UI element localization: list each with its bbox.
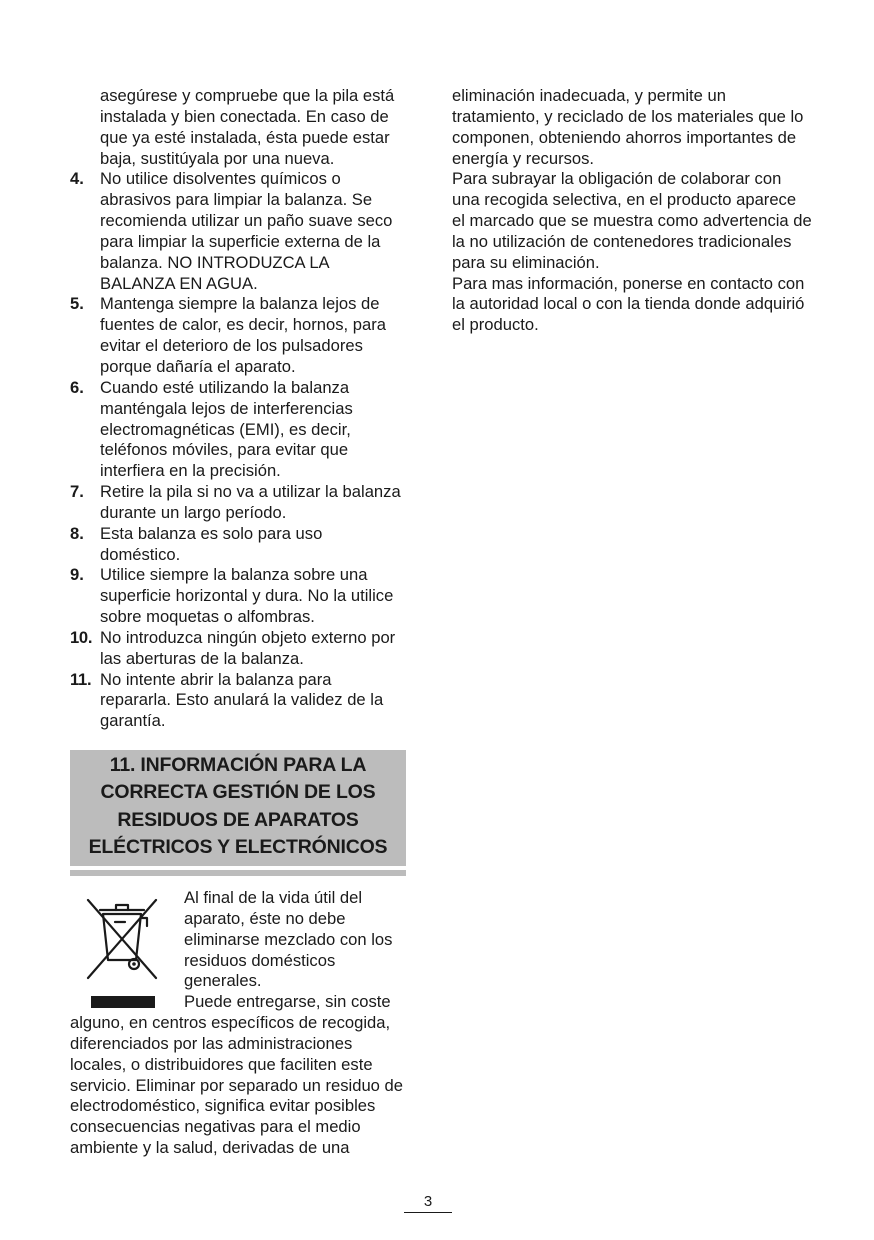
item-text: Retire la pila si no va a utilizar la balanza durante un largo período. <box>100 482 401 522</box>
item-number: 10. <box>70 627 93 647</box>
weee-paragraph-1: Al final de la vida útil del aparato, éste no debe eliminarse mezclado con los residuos domésticos generales. <box>184 887 393 991</box>
right-paragraph-2: Para subrayar la obligación de colaborar con una recogida selectiva, en el producto aparece el marcado que se muestra como advertencia de la no utilización de contenedores tradicionales para su eliminación. <box>452 169 812 272</box>
left-column <box>70 86 406 1159</box>
item-number: 11. <box>70 669 92 689</box>
heading-divider <box>70 870 406 876</box>
item-number: 8. <box>70 523 84 543</box>
item-number: 6. <box>70 377 84 397</box>
item-text: Utilice siempre la balanza sobre una superficie horizontal y dura. No la utilice sobre moquetas o alfombras. <box>100 565 394 627</box>
list-item <box>70 294 406 377</box>
right-paragraph-1: eliminación inadecuada, y permite un tratamiento, y reciclado de los materiales que lo componen, obteniendo ahorros importantes de energía y recursos. <box>452 86 804 168</box>
item-text: No introduzca ningún objeto externo por las aberturas de la balanza. <box>100 627 396 668</box>
list-item <box>70 524 406 566</box>
heading-line: RESIDUOS DE APARATOS <box>117 808 359 831</box>
list-item <box>70 628 406 670</box>
list-item <box>70 670 406 733</box>
item-text: Esta balanza es solo para uso doméstico. <box>100 523 323 564</box>
list-item <box>70 565 406 628</box>
right-paragraph-3: Para mas información, ponerse en contacto con la autoridad local o con la tienda donde adquirió el producto. <box>452 273 805 335</box>
item-text: No intente abrir la balanza para repararla. Esto anulará la validez de la garantía. <box>100 669 384 731</box>
heading-line: CORRECTA GESTIÓN DE LOS <box>100 781 376 804</box>
item-text: Cuando esté utilizando la balanza manténgala lejos de interferencias electromagnéticas (EMI), es decir, teléfonos móviles, para evitar que interfiera en la precisión. <box>100 377 353 481</box>
right-column <box>452 86 812 336</box>
section-heading <box>70 750 406 866</box>
continuation-paragraph: asegúrese y compruebe que la pila está instalada y bien conectada. En caso de que ya esté instalada, ésta puede estar baja, sustitúyala por una nueva. <box>100 86 395 168</box>
item-number: 9. <box>70 565 84 585</box>
item-number: 4. <box>70 169 84 189</box>
item-number: 7. <box>70 482 84 502</box>
weee-section <box>70 888 406 1159</box>
weee-paragraph-2: Puede entregarse, sin coste alguno, en centros específicos de recogida, diferenciados por las administraciones locales, o distribuidores que faciliten este servicio. Eliminar por separado un residuo de electrodoméstico, significa evitar posibles consecuencias negativas para el medio ambiente y la salud, derivadas de una <box>70 992 403 1158</box>
item-text: Mantenga siempre la balanza lejos de fuentes de calor, es decir, hornos, para evitar el deterioro de los pulsadores porque dañaría el aparato. <box>100 294 386 376</box>
heading-line: ELÉCTRICOS Y ELECTRÓNICOS <box>88 835 388 858</box>
list-item <box>70 169 406 294</box>
list-item <box>70 378 406 482</box>
item-number: 5. <box>70 294 84 314</box>
list-item <box>70 482 406 524</box>
heading-line: 11. INFORMACIÓN PARA LA <box>109 754 367 777</box>
item-text: No utilice disolventes químicos o abrasivos para limpiar la balanza. Se recomienda utilizar un paño suave seco para limpiar la superficie externa de la balanza. NO INTRODUZCA LA BALANZA EN AGUA. <box>100 169 393 293</box>
crossed-out-wheelie-bin-icon <box>70 892 174 1012</box>
page-number: 3 <box>404 1193 452 1213</box>
